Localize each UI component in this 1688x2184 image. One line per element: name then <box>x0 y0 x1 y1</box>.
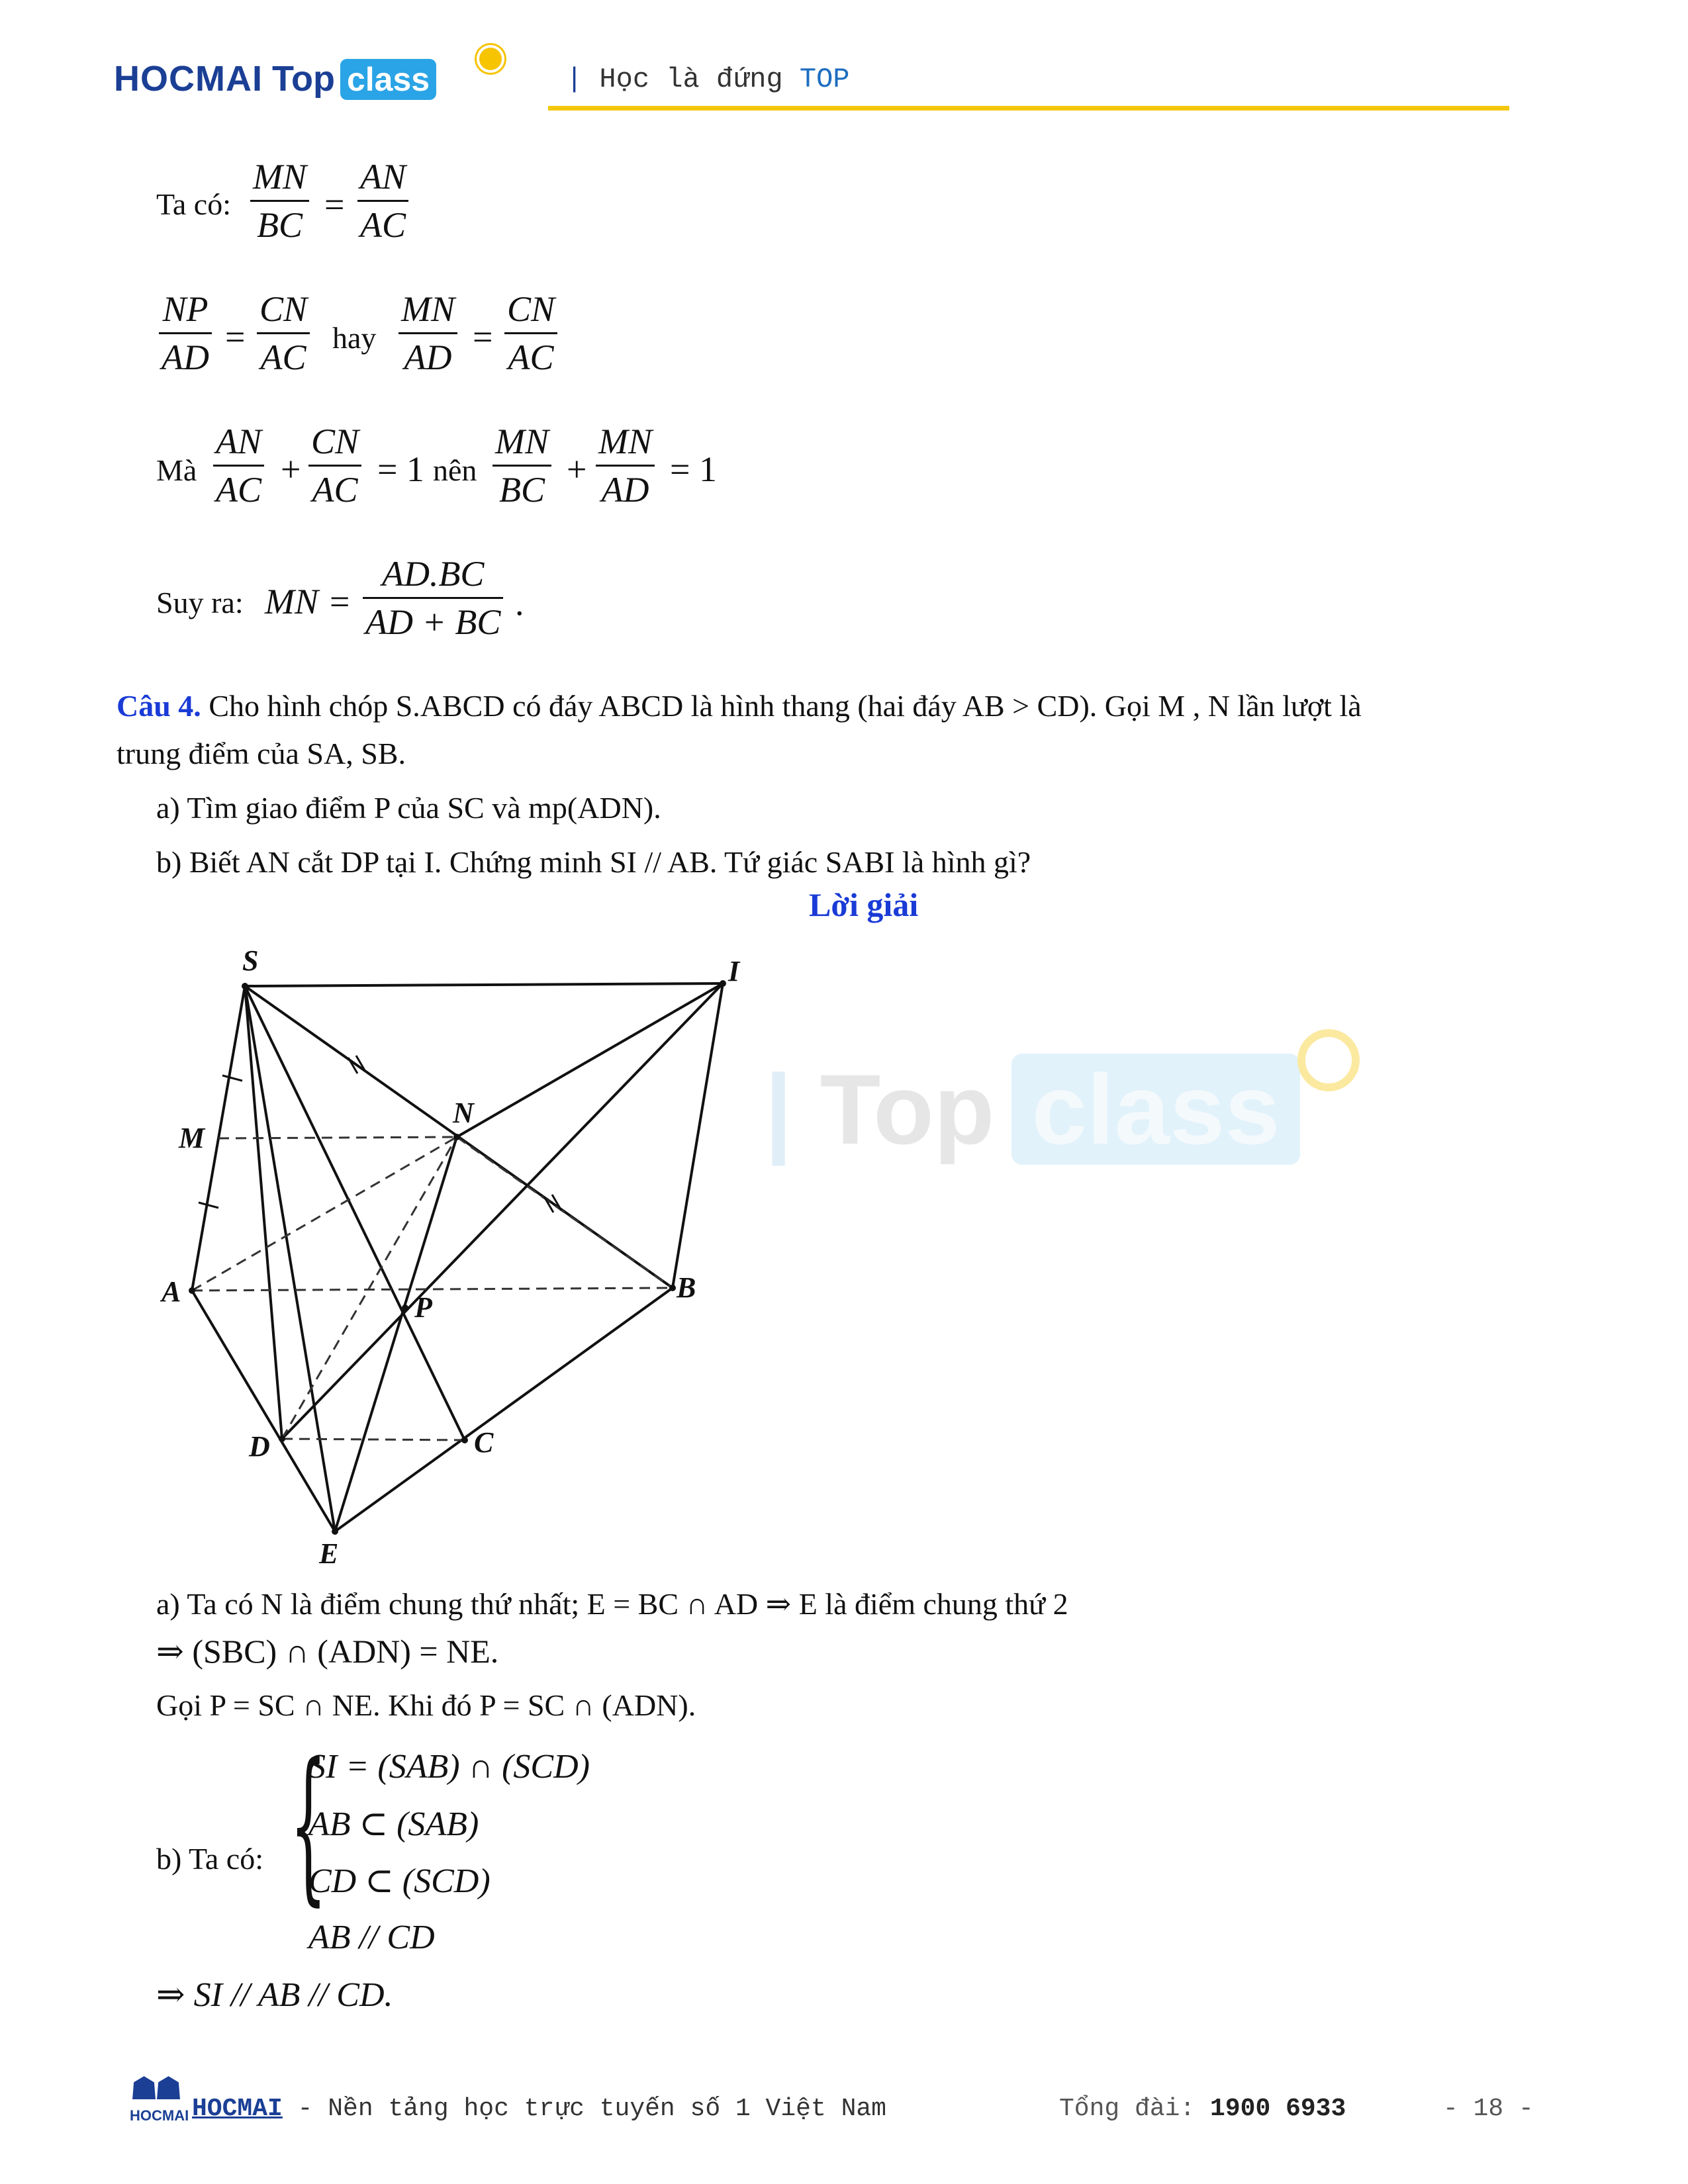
system-brace: { <box>290 1728 327 1921</box>
label-E: E <box>319 1537 339 1570</box>
footer-logo <box>130 2070 189 2124</box>
point-B <box>669 1285 676 1291</box>
problem-part-b: b) Biết AN cắt DP tại I. Chứng minh SI // AB. Tứ giác SABI là hình gì? <box>156 845 1031 879</box>
eq1-equals: = <box>324 185 345 224</box>
eq1-frac2-num: AN <box>360 157 406 197</box>
problem-label: Câu 4. <box>117 689 201 723</box>
system-line3: CD ⊂ (SCD) <box>308 1862 491 1900</box>
hotline-number: 1900 6933 <box>1210 2095 1346 2123</box>
eq2-frac2-num: CN <box>259 289 308 329</box>
eq2-frac3-num: MN <box>401 289 455 329</box>
eq2-frac4-num: CN <box>507 289 555 329</box>
edge-BE <box>335 1288 673 1531</box>
solution-a-line1: a) Ta có N là điểm chung thứ nhất; E = BC ∩ AD ⇒ E là điểm chung thứ 2 <box>156 1587 1068 1621</box>
eq1-lead: Ta có: <box>156 187 232 221</box>
eq4-frac-num: AD.BC <box>381 554 485 594</box>
label-S: S <box>242 944 259 977</box>
eq3-frac2-num: CN <box>311 422 359 461</box>
hotline-label: Tổng đài: <box>1059 2095 1211 2123</box>
logo-class-text: class <box>340 59 436 100</box>
eq3-frac3-den: BC <box>492 465 551 513</box>
eq3-frac4-den: AD <box>596 465 655 513</box>
eq3-frac4-num: MN <box>598 422 652 461</box>
problem-part-a: a) Tìm giao điểm P của SC và mp(ADN). <box>156 791 661 825</box>
solid-edges <box>192 983 723 1531</box>
tick-SM <box>222 1075 242 1081</box>
eq4-dot: . <box>515 583 524 623</box>
label-I: I <box>728 955 740 987</box>
edge-IN <box>457 983 723 1137</box>
edge-ID <box>282 983 723 1439</box>
point-A <box>189 1287 195 1294</box>
solution-b-lead: b) Ta có: <box>156 1842 263 1876</box>
label-P: P <box>414 1291 432 1324</box>
solution-a-line2: ⇒ (SBC) ∩ (ADN) = NE. <box>156 1633 499 1670</box>
eq3-frac2-den: AC <box>308 465 361 513</box>
eq1-frac2-den: AC <box>357 200 408 248</box>
eq3-plus2: + <box>567 449 587 489</box>
eq1-frac1-num: MN <box>253 157 306 197</box>
solution-conclusion: ⇒ SI // AB // CD. <box>156 1976 393 2014</box>
problem-line2: trung điểm của SA, SB. <box>117 737 406 770</box>
eq3-lead: Mà <box>156 453 197 487</box>
watermark-top: Top <box>820 1054 995 1165</box>
point-N <box>453 1134 460 1140</box>
point-E <box>332 1528 338 1535</box>
eq3-equals1: = 1 <box>377 449 424 489</box>
eq2-frac1-den: AD <box>159 332 212 381</box>
page-number: - 18 - <box>1443 2095 1534 2123</box>
logo-hocmai-text: HOCMAI <box>114 59 263 99</box>
eq2-frac2-den: AC <box>257 332 310 381</box>
system-line2: AB ⊂ (SAB) <box>308 1805 479 1843</box>
tick-MA <box>199 1203 218 1208</box>
eq2-hay: hay <box>332 321 377 355</box>
edge-DN <box>282 1137 457 1439</box>
tagline-separator: | <box>566 64 583 95</box>
tagline-top: TOP <box>799 64 850 95</box>
point-S <box>242 983 248 989</box>
system-line4: AB // CD <box>308 1919 435 1956</box>
solution-title: Lời giải <box>809 886 919 923</box>
label-C: C <box>474 1426 494 1459</box>
eq3-plus1: + <box>281 449 301 489</box>
logo-top-text: Top <box>271 59 335 99</box>
footer-hotline <box>1059 2095 1346 2123</box>
eq4-frac-den: AD + BC <box>363 597 503 645</box>
eq2-equals2: = <box>473 317 493 357</box>
edge-DC <box>282 1439 465 1440</box>
edge-AB <box>192 1288 673 1291</box>
footer-slogan: - Nền tảng học trực tuyến số 1 Việt Nam <box>282 2095 886 2123</box>
label-B: B <box>677 1271 696 1304</box>
system-line1: SI = (SAB) ∩ (SCD) <box>308 1748 590 1786</box>
edge-SC <box>245 986 465 1440</box>
eq3-frac3-num: MN <box>495 422 549 461</box>
problem-text-line1: Cho hình chóp S.ABCD có đáy ABCD là hình thang (hai đáy AB > CD). Gọi M , N lần lượt là <box>209 689 1362 723</box>
point-C <box>461 1437 468 1443</box>
label-N: N <box>453 1097 474 1129</box>
dashed-edges <box>192 1137 673 1440</box>
point-I <box>720 980 726 987</box>
watermark-class: class <box>1011 1054 1299 1165</box>
eq3-equals2: = 1 <box>670 449 717 489</box>
point-labels <box>160 944 741 1570</box>
eq3-frac1-num: AN <box>216 422 262 461</box>
edge-AE <box>192 1291 335 1531</box>
solution-a-line3: Gọi P = SC ∩ NE. Khi đó P = SC ∩ (ADN). <box>156 1688 696 1722</box>
watermark-separator: | <box>765 1054 792 1165</box>
eq4-lhs: MN = <box>265 582 352 621</box>
eq4-lead: Suy ra: <box>156 586 244 619</box>
point-D <box>279 1435 285 1442</box>
point-P <box>402 1304 408 1311</box>
label-M: M <box>179 1122 205 1154</box>
label-A: A <box>162 1275 181 1308</box>
footer-brand-link[interactable]: HOCMAI <box>192 2095 283 2123</box>
eq3-frac1-den: AC <box>213 465 264 513</box>
eq3-nen: nên <box>433 453 477 487</box>
eq2-frac3-den: AD <box>399 332 457 381</box>
edge-MN <box>218 1137 457 1138</box>
eq1-frac1-den: BC <box>250 200 309 248</box>
footer-logo-figures-icon: ☗☗ <box>130 2071 179 2107</box>
edge-SI <box>245 983 723 986</box>
edge-NE <box>335 1137 457 1531</box>
footer-logo-text: HOCMAI <box>130 2107 189 2124</box>
footer-text <box>192 2095 886 2123</box>
eq2-equals1: = <box>225 317 246 357</box>
tagline-text: Học là đứng <box>583 64 800 95</box>
eq2-frac1-num: NP <box>162 289 209 329</box>
label-D: D <box>249 1430 270 1463</box>
eq2-frac4-den: AC <box>504 332 557 381</box>
